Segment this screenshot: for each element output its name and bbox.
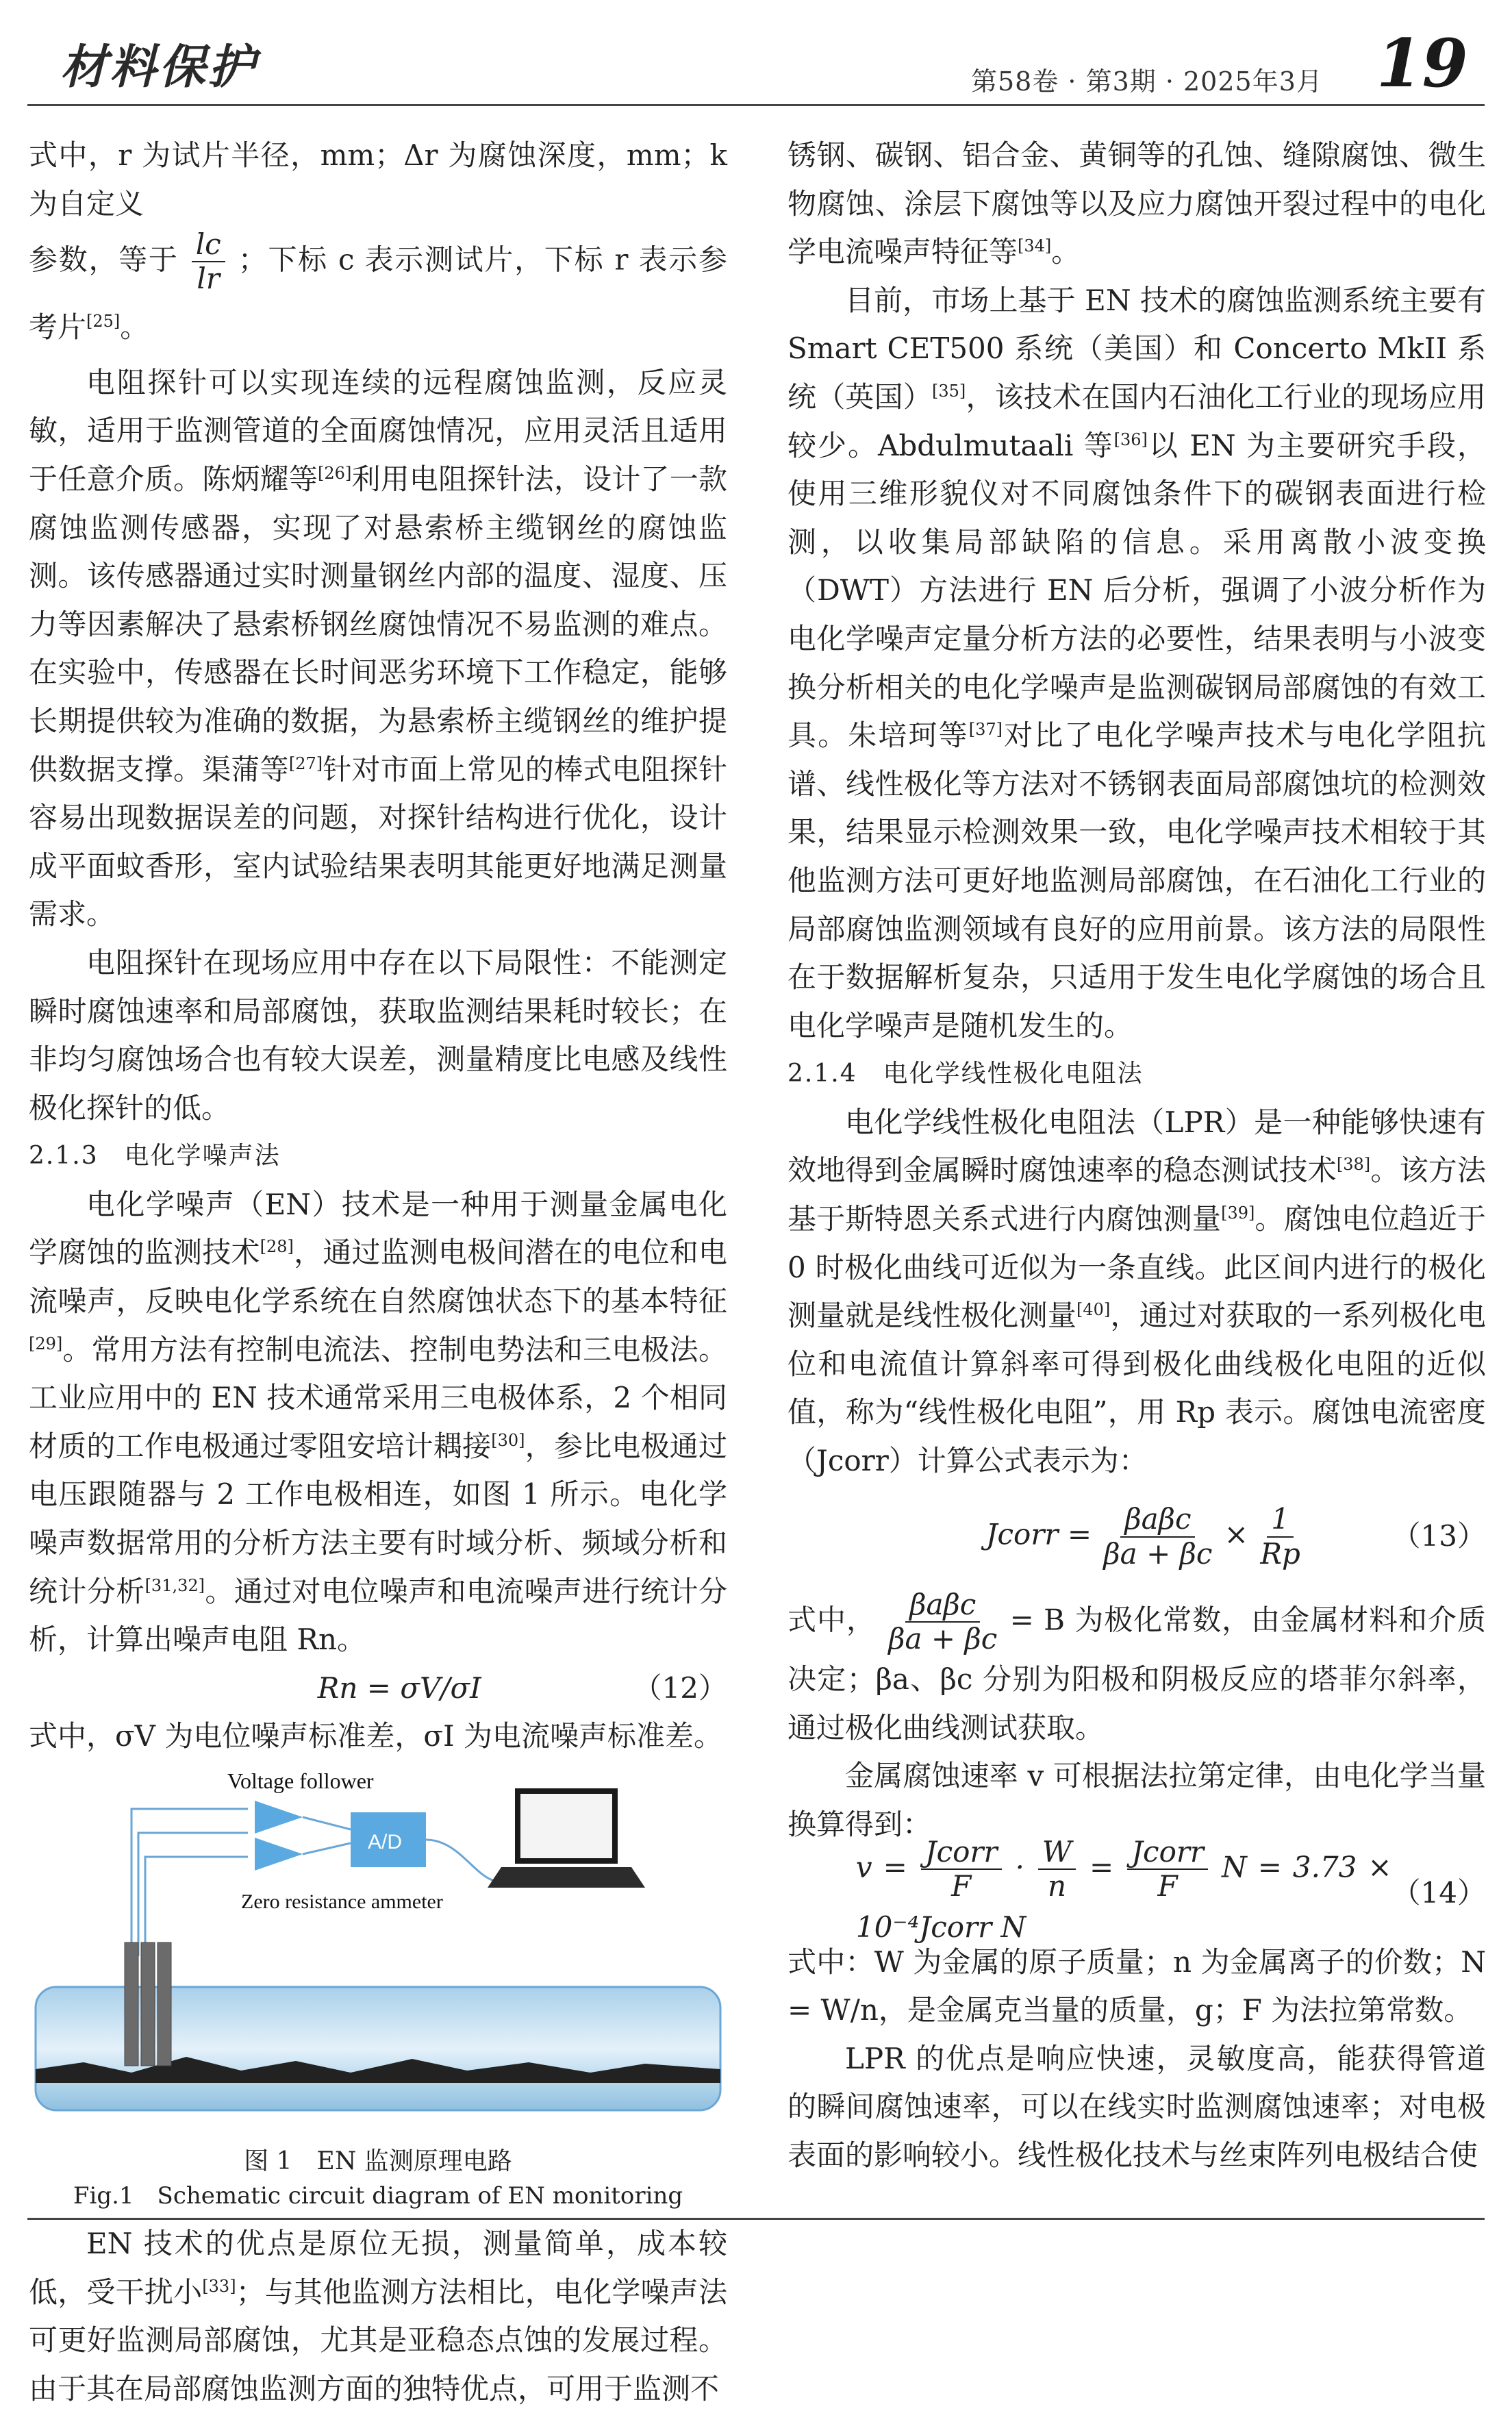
electrode-3 — [158, 1942, 171, 2066]
equation-body: v = $\frac{\text{Jcorr}}{F}$ · $\frac{W}{n}$ = $\frac{\text{Jcorr}}{F}$ N = 3.73 × 10⁻⁴Jcorr N — [855, 1835, 1392, 1944]
equation-number: （13） — [1391, 1519, 1486, 1553]
footer-rule — [27, 2218, 1485, 2220]
section-heading: 2.1.4 电化学线性极化电阻法 — [788, 1060, 1144, 1088]
equation-body: Rn = σV/σI — [317, 1671, 481, 1705]
fraction: $\frac{lc}{lr}$ — [192, 228, 225, 296]
figure-caption-en: Fig.1 Schematic circuit diagram of EN monitoring — [73, 2182, 683, 2210]
equation-number: （14） — [1391, 1876, 1486, 1910]
paragraph: 电化学线性极化电阻法（LPR）是一种能够快速有效地得到金属瞬时腐蚀速率的稳态测试技术[38]。该方法基于斯特恩关系式进行内腐蚀测量[39]。腐蚀电位趋近于 0 时极化曲线可近似为一条直线。此区间内进行的极化测量就是线性极化测量[40]，通过对获取的一系列极化电位和电流值计算斜率可得到极化曲线极化电阻的近似值，称为“线性极化电阻”，用 Rp 表示。腐蚀电流密度（Jcorr）计算公式表示为： — [788, 1105, 1486, 1478]
equation-body: Jcorr = $\frac{\text{βaβc}}{\beta a + \beta c}$ × $\frac{1}{Rp}$ — [985, 1502, 1300, 1571]
laptop-icon — [488, 1788, 645, 1888]
page-number: 19 — [1376, 25, 1468, 102]
paragraph: 锈钢、碳钢、铝合金、黄铜等的孔蚀、缝隙腐蚀、微生物腐蚀、涂层下腐蚀等以及应力腐蚀开裂过程中的电化学电流噪声特征等[34]。 — [788, 138, 1486, 269]
left-column — [29, 132, 727, 2413]
paragraph: 式中，σV 为电位噪声标准差，σI 为电流噪声标准差。 — [29, 1719, 722, 1753]
page-header — [0, 0, 1512, 116]
equation-13 — [788, 1486, 1486, 1588]
paragraph: 电阻探针可以实现连续的远程腐蚀监测，反应灵敏，适用于监测管道的全面腐蚀情况，应用灵活且适用于任意介质。陈炳耀等[26]利用电阻探针法，设计了一款腐蚀监测传感器，实现了对悬索桥主缆钢丝的腐蚀监测。该传感器通过实时测量钢丝内部的温度、湿度、压力等因素解决了悬索桥钢丝腐蚀情况不易监测的难点。在实验中，传感器在长时间恶劣环境下工作稳定，能够长期提供较为准确的数据，为悬索桥主缆钢丝的维护提供数据支撑。渠蒲等[27]针对市面上常见的棒式电阻探针容易出现数据误差的问题，对探针结构进行优化，设计成平面蚊香形，室内试验结果表明其能更好地满足测量需求。 — [29, 365, 727, 932]
electrode-2 — [141, 1942, 155, 2066]
en-circuit-diagram — [29, 1761, 727, 2145]
svg-text:A/D: A/D — [368, 1831, 403, 1853]
equation-12 — [29, 1664, 727, 1713]
paragraph: 电阻探针在现场应用中存在以下局限性：不能测定瞬时腐蚀速率和局部腐蚀，获取监测结果耗时较长；在非均匀腐蚀场合也有较大误差，测量精度比电感及线性极化探针的低。 — [29, 945, 727, 1125]
paragraph: 式中， $\frac{\text{βaβc}}{\beta a + \beta c}$ = B 为极化常数，由金属材料和介质决定；βa、βc 分别为阳极和阴极反应的塔菲尔斜率，通过极化曲线测试获取。 — [788, 1587, 1486, 1745]
paragraph: 式中：W 为金属的原子质量；n 为金属离子的价数；N = W/n，是金属克当量的质量，g；F 为法拉第常数。 — [788, 1945, 1486, 2027]
paragraph: 金属腐蚀速率 v 可根据法拉第定律，由电化学当量换算得到： — [788, 1759, 1486, 1841]
zra-label: Zero resistance ammeter — [241, 1890, 443, 1913]
fraction: $\frac{\text{βaβc}}{\beta a + \beta c}$ — [888, 1587, 998, 1655]
section-heading: 2.1.3 电化学噪声法 — [29, 1142, 281, 1171]
voltage-follower-amp — [255, 1801, 303, 1834]
header-rule — [27, 104, 1485, 106]
zra-amp — [255, 1838, 303, 1871]
paragraph: 电化学噪声（EN）技术是一种用于测量金属电化学腐蚀的监测技术[28]，通过监测电极间潜在的电位和电流噪声，反映电化学系统在自然腐蚀状态下的基本特征[29]。常用方法有控制电流法、控制电势法和三电极法。工业应用中的 EN 技术通常采用三电极体系，2 个相同材质的工作电极通过零阻安培计耦接[30]，参比电极通过电压跟随器与 2 工作电极相连，如图 1 所示。电化学噪声数据常用的分析方法主要有时域分析、频域分析和统计分析[31,32]。通过对电位噪声和电流噪声进行统计分析，计算出噪声电阻 Rn。 — [29, 1187, 727, 1657]
electrode-1 — [125, 1942, 138, 2066]
figure-1 — [29, 1761, 727, 2145]
voltage-follower-label: Voltage follower — [227, 1768, 374, 1793]
paragraph: 目前，市场上基于 EN 技术的腐蚀监测系统主要有 Smart CET500 系统（美国）和 Concerto MkII 系统（英国）[35]，该技术在国内石油化工行业的现场应用较少。Abdulmutaali 等[36]以 EN 为主要研究手段，使用三维形貌仪对不同腐蚀条件下的碳钢表面进行检测，以收集局部缺陷的信息。采用离散小波变换（DWT）方法进行 EN 后分析，强调了小波分析作为电化学噪声定量分析方法的必要性，结果表明与小波变换分析相关的电化学噪声是监测碳钢局部腐蚀的有效工具。朱培珂等[37]对比了电化学噪声技术与电化学阻抗谱、线性极化等方法对不锈钢表面局部腐蚀坑的检测效果，结果显示检测效果一致，电化学噪声技术相较于其他监测方法可更好地监测局部腐蚀，在石油化工行业的局部腐蚀监测领域有良好的应用前景。该方法的局限性在于数据解析复杂，只适用于发生电化学腐蚀的场合且电化学噪声是随机发生的。 — [788, 283, 1486, 1042]
equation-14 — [788, 1835, 1486, 1944]
journal-logo: 材料保护 — [60, 40, 258, 95]
equation-number: （12） — [633, 1671, 727, 1705]
right-column — [788, 132, 1486, 2180]
issue-info: 第58卷 · 第3期 · 2025年3月 — [971, 66, 1323, 97]
paragraph: LPR 的优点是响应快速，灵敏度高，能获得管道的瞬间腐蚀速率，可以在线实时监测腐蚀速率；对电极表面的影响较小。线性极化技术与丝束阵列电极结合使 — [788, 2041, 1486, 2172]
paragraph: EN 技术的优点是原位无损，测量简单，成本较低，受干扰小[33]；与其他监测方法相比，电化学噪声法可更好监测局部腐蚀，尤其是亚稳态点蚀的发展过程。由于其在局部腐蚀监测方面的独特优点，可用于监测不 — [29, 2227, 727, 2405]
figure-caption-cn: 图 1 EN 监测原理电路 — [244, 2147, 512, 2175]
paragraph: 式中，r 为试片半径，mm；Δr 为腐蚀深度，mm；k 为自定义 — [29, 138, 727, 221]
paragraph: 参数，等于 $\frac{lc}{lr}$ ；下标 c 表示测试片，下标 r 表示参考片[25]。 — [29, 227, 727, 344]
